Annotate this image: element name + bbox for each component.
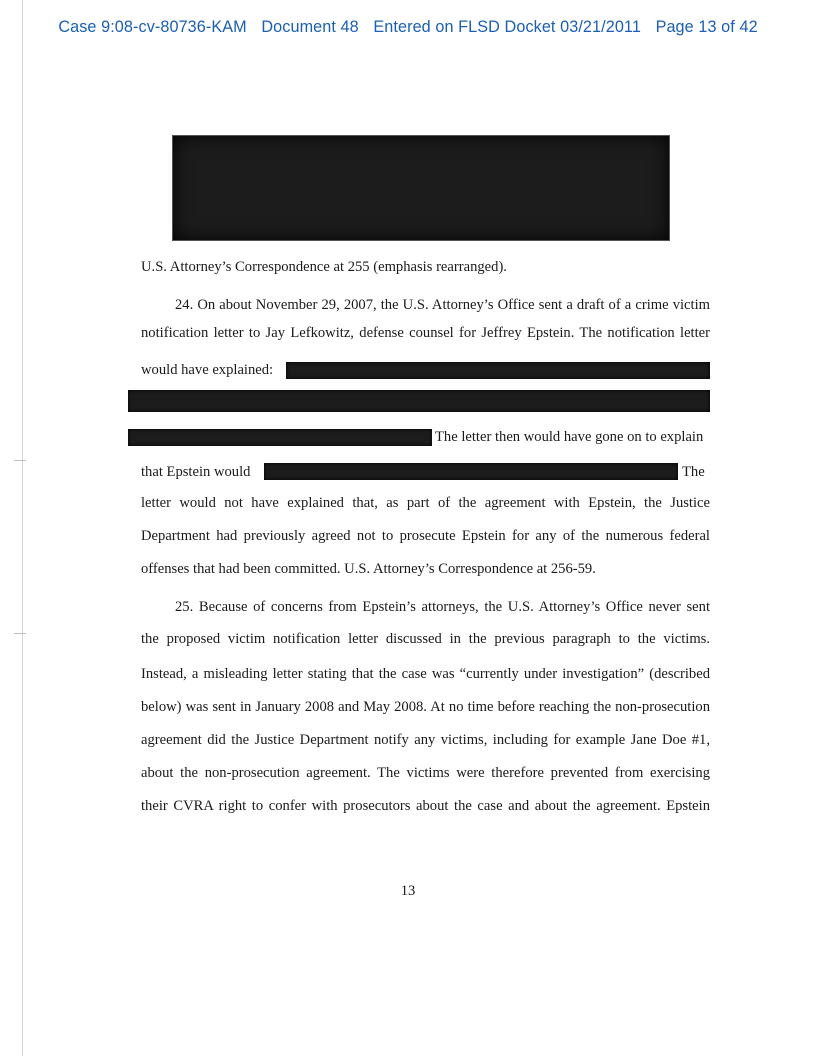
case-number: Case 9:08-cv-80736-KAM — [58, 18, 247, 36]
text-line: Department had previously agreed not to prosecute Epstein for any of the numerous federal — [141, 528, 710, 544]
redaction-bar — [286, 362, 710, 379]
text-line: that Epstein would — [141, 464, 251, 480]
text-line: notification letter to Jay Lefkowitz, defense counsel for Jeffrey Epstein. The notification letter — [141, 325, 710, 341]
redaction-bar — [128, 390, 710, 412]
page-number: 13 — [400, 883, 416, 899]
text-line: agreement did the Justice Department notify any victims, including for example Jane Doe #1, — [141, 732, 710, 748]
text-line: about the non-prosecution agreement. The victims were therefore prevented from exercising — [141, 765, 710, 781]
docket-entry: Entered on FLSD Docket 03/21/2011 — [373, 18, 641, 36]
text-line: The — [682, 464, 705, 480]
redaction-block — [172, 135, 670, 241]
text-line: Instead, a misleading letter stating that the case was “currently under investigation” (described — [141, 666, 710, 682]
margin-tick — [14, 460, 26, 461]
document-number: Document 48 — [261, 18, 359, 36]
page-indicator: Page 13 of 42 — [655, 18, 758, 36]
text-line: their CVRA right to confer with prosecutors about the case and about the agreement. Epstein — [141, 798, 710, 814]
text-line: U.S. Attorney’s Correspondence at 255 (emphasis rearranged). — [141, 259, 507, 275]
margin-tick — [14, 633, 26, 634]
docket-header — [0, 18, 816, 37]
text-line: would have explained: — [141, 362, 274, 378]
paragraph-25-line: 25. Because of concerns from Epstein’s attorneys, the U.S. Attorney’s Office never sent — [175, 599, 710, 615]
text-line: the proposed victim notification letter discussed in the previous paragraph to the victims. — [141, 631, 710, 647]
text-line: offenses that had been committed. U.S. Attorney’s Correspondence at 256-59. — [141, 561, 596, 577]
paragraph-24-line: 24. On about November 29, 2007, the U.S. Attorney’s Office sent a draft of a crime victim — [175, 297, 710, 313]
redaction-bar — [264, 463, 678, 480]
text-line: letter would not have explained that, as part of the agreement with Epstein, the Justice — [141, 495, 710, 511]
redaction-bar — [128, 429, 432, 446]
text-line: below) was sent in January 2008 and May 2008. At no time before reaching the non-prosecution — [141, 699, 710, 715]
text-line: The letter then would have gone on to explain — [435, 429, 704, 445]
